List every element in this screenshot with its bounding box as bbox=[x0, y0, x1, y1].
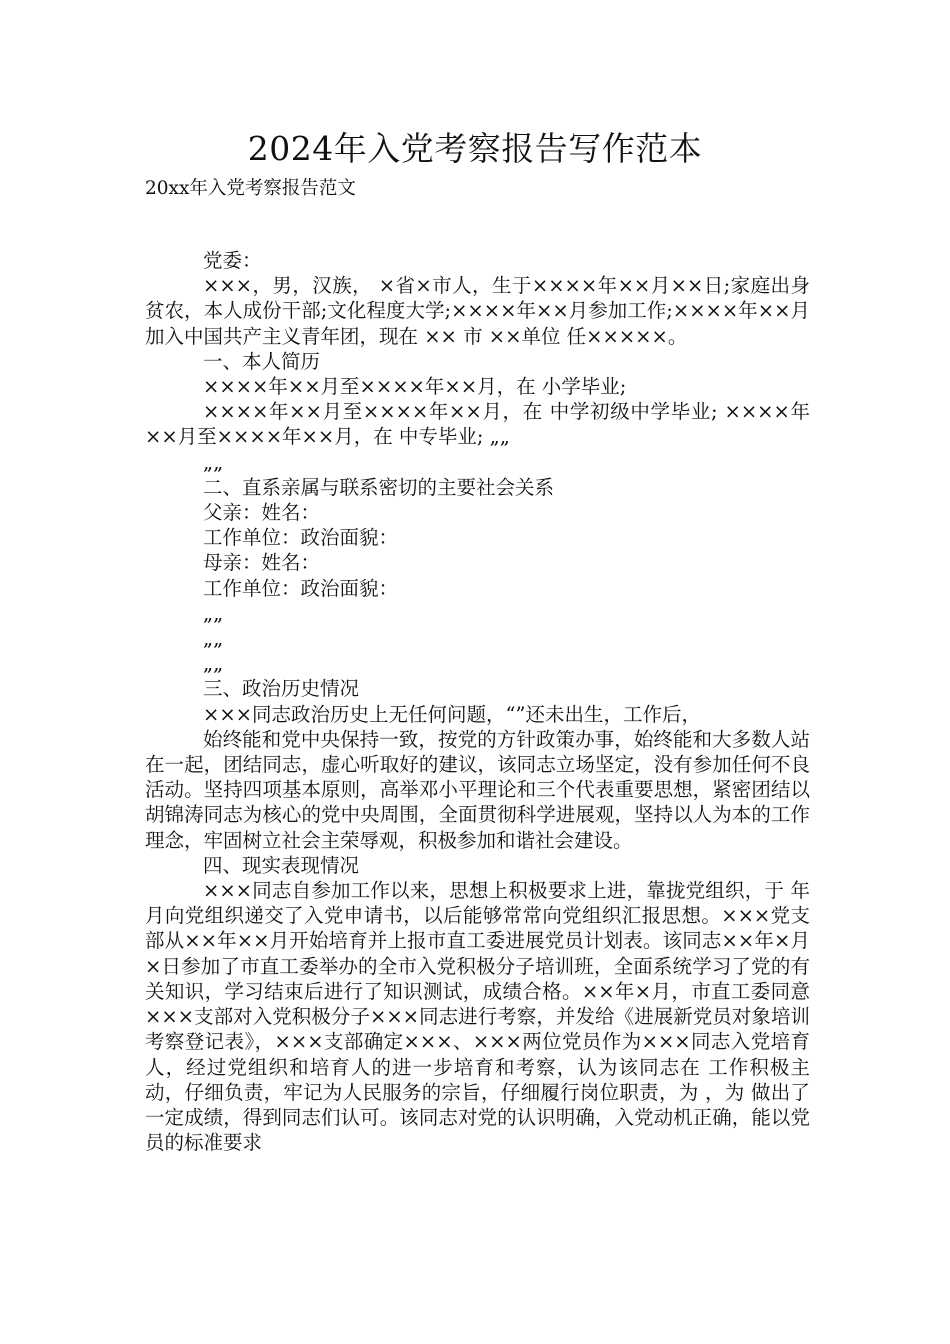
page-title: 2024年入党考察报告写作范本 bbox=[247, 129, 703, 168]
resume-line: ××××年××月至××××年××月，在 小学毕业; bbox=[203, 375, 627, 399]
ellipsis-line: „„ bbox=[203, 627, 224, 651]
ellipsis-line: „„ bbox=[203, 652, 224, 676]
section-heading-2: 二、直系亲属与联系密切的主要社会关系 bbox=[203, 475, 555, 499]
relation-line: 母亲：姓名： bbox=[203, 551, 321, 575]
relation-line: 工作单位：政治面貌： bbox=[203, 526, 399, 550]
section-heading-1: 一、本人简历 bbox=[203, 349, 321, 373]
page-subtitle: 20xx年入党考察报告范文 bbox=[145, 178, 356, 199]
paragraph-political-stance: 始终能和党中央保持一致，按党的方针政策办事，始终能和大多数人站在一起，团结同志，虚心听取好的建议，该同志立场坚定，没有参加任何不良活动。坚持四项基本原则，高举邓小平理论和三个代表重要思想，紧密团结以胡锦涛同志为核心的党中央周围，全面贯彻科学进展观，坚持以人为本的工作理念，牢固树立社会主荣辱观，积极参加和谐社会建设。 bbox=[145, 727, 810, 852]
relation-line: 父亲：姓名： bbox=[203, 501, 321, 525]
document-body bbox=[145, 248, 810, 1155]
paragraph-political-history: ×××同志政治历史上无任何问题，“”还未出生，工作后， bbox=[203, 702, 701, 726]
salutation: 党委： bbox=[203, 249, 262, 272]
paragraph-basic-info: ×××，男，汉族， ×省×市人，生于××××年××月××日;家庭出身贫农，本人成份干部;文化程度大学;××××年××月参加工作;××××年××月加入中国共产主义青年团，现在 ×× 市 ××单位 任×××××。 bbox=[145, 274, 810, 348]
resume-line: ××××年××月至××××年××月，在 中学初级中学毕业; ××××年××月至××××年××月，在 中专毕业; „„ bbox=[145, 400, 810, 449]
ellipsis-line: „„ bbox=[203, 450, 224, 474]
section-heading-4: 四、现实表现情况 bbox=[203, 853, 360, 877]
paragraph-current-performance: ×××同志自参加工作以来，思想上积极要求上进，靠拢党组织，于 年 月向党组织递交了入党申请书，以后能够常常向党组织汇报思想。×××党支部从××年××月开始培育并上报市直工委进展党员计划表。该同志××年×月×日参加了市直工委举办的全市入党积极分子培训班，全面系统学习了党的有关知识，学习结束后进行了知识测试，成绩合格。××年×月，市直工委同意×××支部对入党积极分子×××同志进行考察，并发给《进展新党员对象培训考察登记表》，×××支部确定×××、×××两位党员作为×××同志入党培育人，经过党组织和培育人的进一步培育和考察，认为该同志在 工作积极主动，仔细负责，牢记为人民服务的宗旨，仔细履行岗位职责，为 ，为 做出了一定成绩，得到同志们认可。该同志对党的认识明确，入党动机正确，能以党员的标准要求 bbox=[145, 879, 810, 1155]
relation-line: 工作单位：政治面貌： bbox=[203, 576, 399, 600]
section-heading-3: 三、政治历史情况 bbox=[203, 677, 360, 701]
ellipsis-line: „„ bbox=[203, 601, 224, 625]
